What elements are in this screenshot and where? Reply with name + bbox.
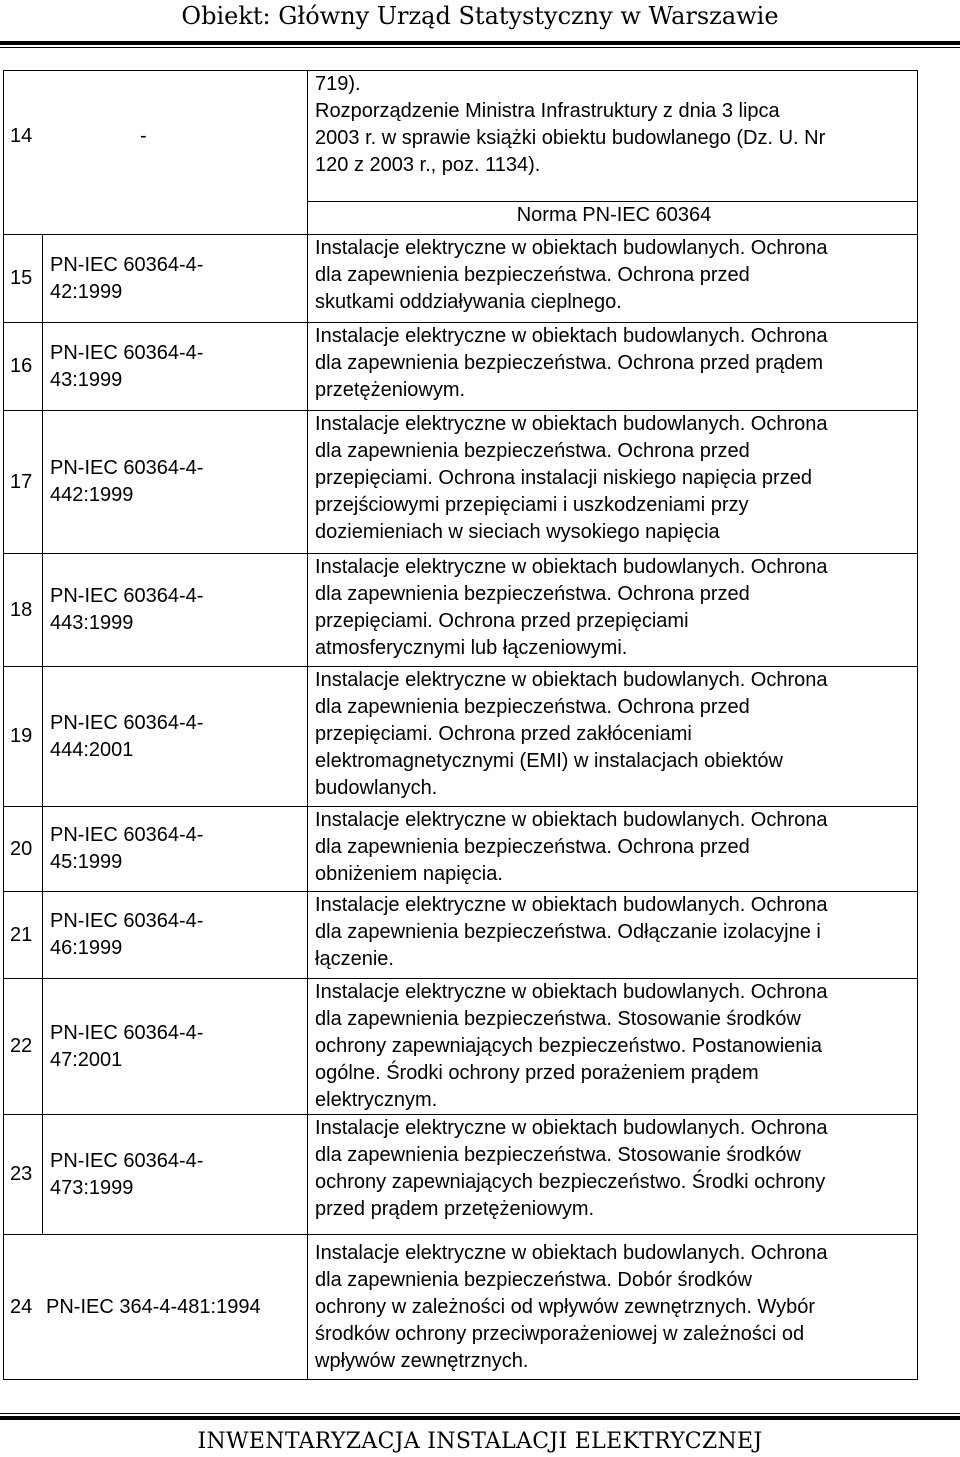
description-line: przejściowymi przepięciami i uszkodzeniami przy <box>315 494 749 516</box>
standard-code: - <box>140 124 147 147</box>
row-number: 20 <box>4 807 43 892</box>
description-line: wpływów zewnętrznych. <box>315 1349 529 1372</box>
standard-code-line: 43:1999 <box>50 368 123 391</box>
description-line: Rozporządzenie Ministra Infrastruktury z dnia 3 lipca <box>315 100 780 122</box>
standard-code-line: 45:1999 <box>50 851 123 873</box>
description-line: dla zapewnienia bezpieczeństwa. Odłączanie izolacyjne i <box>315 921 821 943</box>
standard-code <box>43 892 308 979</box>
description-line: przepięciami. Ochrona przed zakłóceniami <box>315 723 692 745</box>
standard-code <box>43 667 308 807</box>
description-line: środków ochrony przeciwporażeniowej w zależności od <box>315 1322 805 1345</box>
standard-code <box>43 411 308 554</box>
description-line: atmosferycznymi lub łączeniowymi. <box>315 637 628 659</box>
standard-code-line: PN-IEC 60364-4- <box>50 341 204 364</box>
table-row <box>4 979 918 1115</box>
standard-code <box>43 235 308 323</box>
standard-description <box>308 71 918 202</box>
row-number: 16 <box>4 323 43 411</box>
description-line: dla zapewnienia bezpieczeństwa. Ochrona przed <box>315 583 750 605</box>
description-line: ochrony w zależności od wpływów zewnętrznych. Wybór <box>315 1295 816 1318</box>
standard-code <box>43 323 308 411</box>
row-number: 18 <box>4 554 43 667</box>
description-line: ogólne. Środki ochrony przed porażeniem prądem <box>315 1062 759 1084</box>
description-line: ochrony zapewniających bezpieczeństwo. Środki ochrony <box>315 1171 826 1193</box>
footer-rule-thick <box>0 1416 960 1420</box>
description-line: Instalacje elektryczne w obiektach budowlanych. Ochrona <box>315 1241 828 1264</box>
description-line: obniżeniem napięcia. <box>315 863 503 885</box>
description-line: 719). <box>315 73 361 95</box>
standard-description <box>308 1115 918 1235</box>
standard-description <box>308 892 918 979</box>
description-line: Instalacje elektryczne w obiektach budowlanych. Ochrona <box>315 809 828 831</box>
standard-code-line: PN-IEC 60364-4- <box>50 711 204 734</box>
norma-heading: Norma PN-IEC 60364 <box>308 202 918 235</box>
description-line: przed prądem przetężeniowym. <box>315 1198 595 1220</box>
table-row <box>4 554 918 667</box>
row-number: 15 <box>4 235 43 323</box>
standard-code-line: 444:2001 <box>50 738 134 761</box>
standard-description <box>308 554 918 667</box>
description-line: skutkami oddziaływania cieplnego. <box>315 291 622 313</box>
description-line: dla zapewnienia bezpieczeństwa. Stosowanie środków <box>315 1008 801 1030</box>
description-line: dla zapewnienia bezpieczeństwa. Ochrona przed <box>315 696 750 718</box>
description-line: Instalacje elektryczne w obiektach budowlanych. Ochrona <box>315 556 828 578</box>
description-line: łączenie. <box>315 948 394 970</box>
standard-code-line: PN-IEC 60364-4- <box>50 1021 204 1044</box>
standard-code-line: PN-IEC 60364-4- <box>50 585 204 607</box>
table-row <box>4 1235 918 1380</box>
description-line: ochrony zapewniających bezpieczeństwo. Postanowienia <box>315 1035 822 1057</box>
norma-empty-cell <box>4 202 308 235</box>
description-line: przepięciami. Ochrona przed przepięciami <box>315 610 689 632</box>
description-line: Instalacje elektryczne w obiektach budowlanych. Ochrona <box>315 413 828 435</box>
description-line: dla zapewnienia bezpieczeństwa. Ochrona przed <box>315 836 750 858</box>
page-header <box>0 0 960 40</box>
standard-description <box>308 807 918 892</box>
standard-code <box>43 979 308 1115</box>
row-number-standard-cell <box>4 1235 308 1380</box>
standard-code-line: 442:1999 <box>50 484 134 506</box>
description-line: 120 z 2003 r., poz. 1134). <box>315 154 541 176</box>
table-row <box>4 71 918 202</box>
standard-description <box>308 235 918 323</box>
standard-description <box>308 1235 918 1380</box>
table-row <box>4 323 918 411</box>
standard-code: PN-IEC 364-4-481:1994 <box>46 1295 261 1318</box>
standard-code-line: PN-IEC 60364-4- <box>50 824 204 846</box>
standard-code <box>43 554 308 667</box>
description-line: elektrycznym. <box>315 1089 438 1111</box>
description-line: Instalacje elektryczne w obiektach budowlanych. Ochrona <box>315 237 828 259</box>
standard-code-line: 473:1999 <box>50 1176 134 1199</box>
row-number: 24 <box>10 1295 33 1318</box>
description-line: przetężeniowym. <box>315 379 466 401</box>
standard-code-line: PN-IEC 60364-4- <box>50 910 204 932</box>
description-line: dla zapewnienia bezpieczeństwa. Ochrona przed <box>315 264 750 286</box>
page-header-title: Obiekt: Główny Urząd Statystyczny w Warszawie <box>181 2 779 30</box>
row-number: 21 <box>4 892 43 979</box>
header-rule-thick <box>0 41 960 45</box>
description-line: elektromagnetycznymi (EMI) w instalacjach obiektów <box>315 750 783 772</box>
description-line: Instalacje elektryczne w obiektach budowlanych. Ochrona <box>315 981 828 1003</box>
standard-code-line: 42:1999 <box>50 280 123 303</box>
standard-code-line: 443:1999 <box>50 612 134 634</box>
footer-rule-thin <box>0 1413 960 1414</box>
row-number: 23 <box>4 1115 43 1235</box>
description-line: dla zapewnienia bezpieczeństwa. Ochrona przed <box>315 440 750 462</box>
standard-code-line: 46:1999 <box>50 937 123 959</box>
table-row <box>4 667 918 807</box>
description-line: budowlanych. <box>315 777 438 799</box>
table-row <box>4 1115 918 1235</box>
standard-description <box>308 667 918 807</box>
description-line: dla zapewnienia bezpieczeństwa. Stosowanie środków <box>315 1144 801 1166</box>
row-number: 19 <box>4 667 43 807</box>
header-rule-thin <box>0 47 960 48</box>
row-number: 14 <box>10 124 33 147</box>
description-line: Instalacje elektryczne w obiektach budowlanych. Ochrona <box>315 894 828 916</box>
table-row <box>4 807 918 892</box>
standard-description <box>308 979 918 1115</box>
description-line: dla zapewnienia bezpieczeństwa. Dobór środków <box>315 1268 752 1291</box>
description-line: przepięciami. Ochrona instalacji niskiego napięcia przed <box>315 467 812 489</box>
table-row <box>4 892 918 979</box>
description-line: Instalacje elektryczne w obiektach budowlanych. Ochrona <box>315 1117 828 1139</box>
row-number: 17 <box>4 411 43 554</box>
standard-code-line: PN-IEC 60364-4- <box>50 457 204 479</box>
page-footer-title: INWENTARYZACJA INSTALACJI ELEKTRYCZNEJ <box>197 1429 763 1454</box>
standard-code-line: PN-IEC 60364-4- <box>50 1149 204 1172</box>
row-number-standard-cell <box>4 71 308 202</box>
standards-table <box>3 70 918 1380</box>
table-row <box>4 202 918 235</box>
standard-code <box>43 807 308 892</box>
description-line: dla zapewnienia bezpieczeństwa. Ochrona przed prądem <box>315 352 824 374</box>
standard-description <box>308 411 918 554</box>
table-row <box>4 235 918 323</box>
standard-code <box>43 1115 308 1235</box>
standards-table-body <box>4 71 918 1380</box>
standard-code-line: 47:2001 <box>50 1048 123 1071</box>
standard-code-line: PN-IEC 60364-4- <box>50 253 204 276</box>
description-line: Instalacje elektryczne w obiektach budowlanych. Ochrona <box>315 669 828 691</box>
table-row <box>4 411 918 554</box>
standard-description <box>308 323 918 411</box>
description-line: 2003 r. w sprawie książki obiektu budowlanego (Dz. U. Nr <box>315 127 826 149</box>
description-line: doziemieniach w sieciach wysokiego napięcia <box>315 521 720 543</box>
row-number: 22 <box>4 979 43 1115</box>
description-line: Instalacje elektryczne w obiektach budowlanych. Ochrona <box>315 325 828 347</box>
